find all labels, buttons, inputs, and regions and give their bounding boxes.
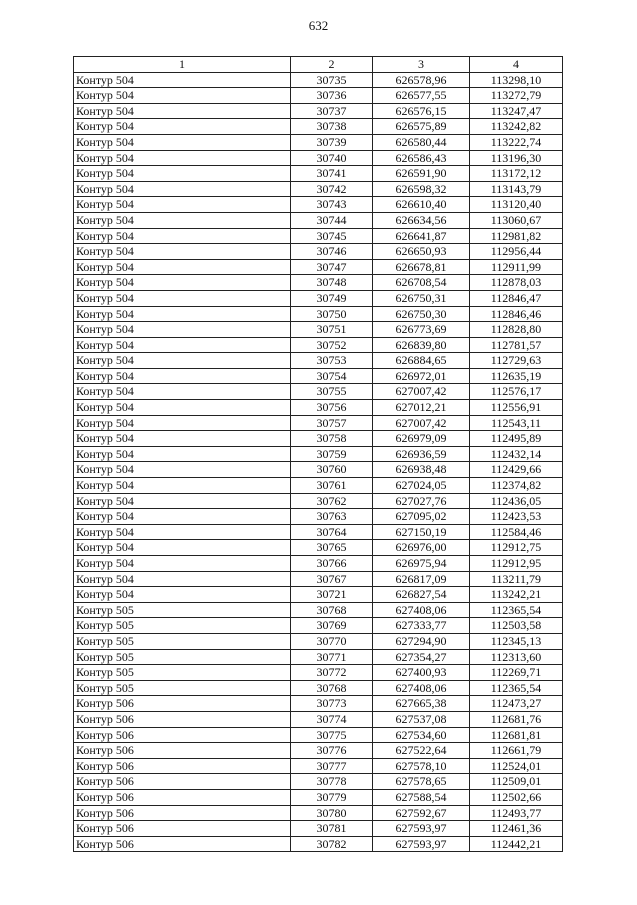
y-coordinate-cell: 112442,21 bbox=[470, 836, 563, 852]
x-coordinate-cell: 626979,09 bbox=[373, 431, 470, 447]
column-header-4: 4 bbox=[470, 57, 563, 73]
x-coordinate-cell: 627593,97 bbox=[373, 821, 470, 837]
point-number-cell: 30754 bbox=[291, 368, 373, 384]
table-row bbox=[74, 290, 563, 306]
point-number-cell: 30763 bbox=[291, 509, 373, 525]
y-coordinate-cell: 113060,67 bbox=[470, 212, 563, 228]
table-row bbox=[74, 322, 563, 338]
point-number-cell: 30751 bbox=[291, 322, 373, 338]
x-coordinate-cell: 626610,40 bbox=[373, 197, 470, 213]
point-number-cell: 30770 bbox=[291, 633, 373, 649]
point-number-cell: 30721 bbox=[291, 587, 373, 603]
table-row bbox=[74, 711, 563, 727]
contour-name-cell: Контур 504 bbox=[74, 244, 291, 260]
table-row bbox=[74, 727, 563, 743]
y-coordinate-cell: 112911,99 bbox=[470, 259, 563, 275]
contour-name-cell: Контур 504 bbox=[74, 119, 291, 135]
x-coordinate-cell: 627294,90 bbox=[373, 633, 470, 649]
y-coordinate-cell: 112524,01 bbox=[470, 758, 563, 774]
point-number-cell: 30743 bbox=[291, 197, 373, 213]
y-coordinate-cell: 112912,95 bbox=[470, 556, 563, 572]
y-coordinate-cell: 113222,74 bbox=[470, 134, 563, 150]
point-number-cell: 30771 bbox=[291, 649, 373, 665]
point-number-cell: 30746 bbox=[291, 244, 373, 260]
x-coordinate-cell: 626750,30 bbox=[373, 306, 470, 322]
point-number-cell: 30748 bbox=[291, 275, 373, 291]
contour-name-cell: Контур 504 bbox=[74, 540, 291, 556]
x-coordinate-cell: 627333,77 bbox=[373, 618, 470, 634]
y-coordinate-cell: 112912,75 bbox=[470, 540, 563, 556]
x-coordinate-cell: 626936,59 bbox=[373, 446, 470, 462]
x-coordinate-cell: 626839,80 bbox=[373, 337, 470, 353]
x-coordinate-cell: 626827,54 bbox=[373, 587, 470, 603]
point-number-cell: 30772 bbox=[291, 665, 373, 681]
contour-name-cell: Контур 506 bbox=[74, 774, 291, 790]
contour-name-cell: Контур 504 bbox=[74, 72, 291, 88]
x-coordinate-cell: 627588,54 bbox=[373, 789, 470, 805]
contour-name-cell: Контур 506 bbox=[74, 836, 291, 852]
point-number-cell: 30760 bbox=[291, 462, 373, 478]
table-row bbox=[74, 384, 563, 400]
table-header-row bbox=[74, 57, 563, 73]
contour-name-cell: Контур 504 bbox=[74, 431, 291, 447]
x-coordinate-cell: 626586,43 bbox=[373, 150, 470, 166]
x-coordinate-cell: 626576,15 bbox=[373, 103, 470, 119]
contour-name-cell: Контур 504 bbox=[74, 306, 291, 322]
point-number-cell: 30755 bbox=[291, 384, 373, 400]
contour-name-cell: Контур 504 bbox=[74, 493, 291, 509]
x-coordinate-cell: 626938,48 bbox=[373, 462, 470, 478]
contour-name-cell: Контур 504 bbox=[74, 275, 291, 291]
point-number-cell: 30740 bbox=[291, 150, 373, 166]
table-row bbox=[74, 166, 563, 182]
page-number: 632 bbox=[308, 18, 329, 33]
y-coordinate-cell: 112473,27 bbox=[470, 696, 563, 712]
point-number-cell: 30757 bbox=[291, 415, 373, 431]
table-row bbox=[74, 134, 563, 150]
y-coordinate-cell: 112635,19 bbox=[470, 368, 563, 384]
y-coordinate-cell: 112681,76 bbox=[470, 711, 563, 727]
x-coordinate-cell: 627027,76 bbox=[373, 493, 470, 509]
point-number-cell: 30737 bbox=[291, 103, 373, 119]
x-coordinate-cell: 626575,89 bbox=[373, 119, 470, 135]
contour-name-cell: Контур 506 bbox=[74, 805, 291, 821]
point-number-cell: 30780 bbox=[291, 805, 373, 821]
point-number-cell: 30765 bbox=[291, 540, 373, 556]
contour-name-cell: Контур 504 bbox=[74, 353, 291, 369]
y-coordinate-cell: 112436,05 bbox=[470, 493, 563, 509]
point-number-cell: 30781 bbox=[291, 821, 373, 837]
x-coordinate-cell: 627400,93 bbox=[373, 665, 470, 681]
table-row bbox=[74, 665, 563, 681]
y-coordinate-cell: 112576,17 bbox=[470, 384, 563, 400]
x-coordinate-cell: 627522,64 bbox=[373, 743, 470, 759]
y-coordinate-cell: 113242,21 bbox=[470, 587, 563, 603]
table-row bbox=[74, 478, 563, 494]
point-number-cell: 30747 bbox=[291, 259, 373, 275]
contour-name-cell: Контур 504 bbox=[74, 212, 291, 228]
x-coordinate-cell: 626577,55 bbox=[373, 88, 470, 104]
table-row bbox=[74, 119, 563, 135]
x-coordinate-cell: 627408,06 bbox=[373, 602, 470, 618]
x-coordinate-cell: 627578,65 bbox=[373, 774, 470, 790]
x-coordinate-cell: 627537,08 bbox=[373, 711, 470, 727]
x-coordinate-cell: 627593,97 bbox=[373, 836, 470, 852]
x-coordinate-cell: 627665,38 bbox=[373, 696, 470, 712]
table-row bbox=[74, 415, 563, 431]
point-number-cell: 30775 bbox=[291, 727, 373, 743]
table-row bbox=[74, 337, 563, 353]
x-coordinate-cell: 626641,87 bbox=[373, 228, 470, 244]
x-coordinate-cell: 626975,94 bbox=[373, 556, 470, 572]
contour-name-cell: Контур 505 bbox=[74, 649, 291, 665]
y-coordinate-cell: 112846,47 bbox=[470, 290, 563, 306]
table-row bbox=[74, 680, 563, 696]
point-number-cell: 30741 bbox=[291, 166, 373, 182]
point-number-cell: 30768 bbox=[291, 602, 373, 618]
x-coordinate-cell: 626773,69 bbox=[373, 322, 470, 338]
point-number-cell: 30758 bbox=[291, 431, 373, 447]
x-coordinate-cell: 627578,10 bbox=[373, 758, 470, 774]
table-body bbox=[74, 72, 563, 852]
table-row bbox=[74, 789, 563, 805]
y-coordinate-cell: 112543,11 bbox=[470, 415, 563, 431]
table-row bbox=[74, 431, 563, 447]
table-row bbox=[74, 88, 563, 104]
x-coordinate-cell: 627007,42 bbox=[373, 415, 470, 431]
point-number-cell: 30782 bbox=[291, 836, 373, 852]
contour-name-cell: Контур 505 bbox=[74, 602, 291, 618]
point-number-cell: 30777 bbox=[291, 758, 373, 774]
contour-name-cell: Контур 504 bbox=[74, 290, 291, 306]
table-row bbox=[74, 509, 563, 525]
point-number-cell: 30768 bbox=[291, 680, 373, 696]
table-row bbox=[74, 150, 563, 166]
point-number-cell: 30744 bbox=[291, 212, 373, 228]
y-coordinate-cell: 112502,66 bbox=[470, 789, 563, 805]
table-row bbox=[74, 836, 563, 852]
table-row bbox=[74, 197, 563, 213]
table-row bbox=[74, 540, 563, 556]
y-coordinate-cell: 112956,44 bbox=[470, 244, 563, 260]
table-row bbox=[74, 524, 563, 540]
x-coordinate-cell: 627354,27 bbox=[373, 649, 470, 665]
contour-name-cell: Контур 505 bbox=[74, 633, 291, 649]
contour-name-cell: Контур 504 bbox=[74, 103, 291, 119]
y-coordinate-cell: 112495,89 bbox=[470, 431, 563, 447]
coordinates-table bbox=[73, 56, 563, 852]
y-coordinate-cell: 112429,66 bbox=[470, 462, 563, 478]
contour-name-cell: Контур 504 bbox=[74, 524, 291, 540]
point-number-cell: 30767 bbox=[291, 571, 373, 587]
y-coordinate-cell: 112461,36 bbox=[470, 821, 563, 837]
contour-name-cell: Контур 504 bbox=[74, 228, 291, 244]
x-coordinate-cell: 626580,44 bbox=[373, 134, 470, 150]
table-row bbox=[74, 587, 563, 603]
contour-name-cell: Контур 504 bbox=[74, 337, 291, 353]
table-row bbox=[74, 571, 563, 587]
table-row bbox=[74, 353, 563, 369]
contour-name-cell: Контур 504 bbox=[74, 400, 291, 416]
point-number-cell: 30738 bbox=[291, 119, 373, 135]
x-coordinate-cell: 626976,00 bbox=[373, 540, 470, 556]
table-row bbox=[74, 821, 563, 837]
point-number-cell: 30739 bbox=[291, 134, 373, 150]
y-coordinate-cell: 113120,40 bbox=[470, 197, 563, 213]
y-coordinate-cell: 113247,47 bbox=[470, 103, 563, 119]
y-coordinate-cell: 112269,71 bbox=[470, 665, 563, 681]
x-coordinate-cell: 627024,05 bbox=[373, 478, 470, 494]
table-row bbox=[74, 275, 563, 291]
point-number-cell: 30736 bbox=[291, 88, 373, 104]
y-coordinate-cell: 112345,13 bbox=[470, 633, 563, 649]
table-row bbox=[74, 228, 563, 244]
table-row bbox=[74, 244, 563, 260]
point-number-cell: 30764 bbox=[291, 524, 373, 540]
contour-name-cell: Контур 504 bbox=[74, 478, 291, 494]
x-coordinate-cell: 626650,93 bbox=[373, 244, 470, 260]
table-row bbox=[74, 259, 563, 275]
point-number-cell: 30735 bbox=[291, 72, 373, 88]
y-coordinate-cell: 112846,46 bbox=[470, 306, 563, 322]
column-header-3: 3 bbox=[373, 57, 470, 73]
contour-name-cell: Контур 504 bbox=[74, 571, 291, 587]
contour-name-cell: Контур 506 bbox=[74, 727, 291, 743]
y-coordinate-cell: 113172,12 bbox=[470, 166, 563, 182]
contour-name-cell: Контур 506 bbox=[74, 696, 291, 712]
point-number-cell: 30745 bbox=[291, 228, 373, 244]
contour-name-cell: Контур 504 bbox=[74, 556, 291, 572]
point-number-cell: 30761 bbox=[291, 478, 373, 494]
point-number-cell: 30753 bbox=[291, 353, 373, 369]
contour-name-cell: Контур 504 bbox=[74, 446, 291, 462]
y-coordinate-cell: 112781,57 bbox=[470, 337, 563, 353]
contour-name-cell: Контур 506 bbox=[74, 758, 291, 774]
x-coordinate-cell: 626634,56 bbox=[373, 212, 470, 228]
table-row bbox=[74, 805, 563, 821]
table-row bbox=[74, 618, 563, 634]
x-coordinate-cell: 626972,01 bbox=[373, 368, 470, 384]
y-coordinate-cell: 112374,82 bbox=[470, 478, 563, 494]
y-coordinate-cell: 112681,81 bbox=[470, 727, 563, 743]
table-row bbox=[74, 758, 563, 774]
table-row bbox=[74, 602, 563, 618]
table-row bbox=[74, 446, 563, 462]
table-row bbox=[74, 649, 563, 665]
contour-name-cell: Контур 505 bbox=[74, 680, 291, 696]
contour-name-cell: Контур 506 bbox=[74, 711, 291, 727]
point-number-cell: 30774 bbox=[291, 711, 373, 727]
y-coordinate-cell: 113143,79 bbox=[470, 181, 563, 197]
y-coordinate-cell: 112729,63 bbox=[470, 353, 563, 369]
x-coordinate-cell: 626598,32 bbox=[373, 181, 470, 197]
point-number-cell: 30749 bbox=[291, 290, 373, 306]
point-number-cell: 30776 bbox=[291, 743, 373, 759]
y-coordinate-cell: 112313,60 bbox=[470, 649, 563, 665]
point-number-cell: 30750 bbox=[291, 306, 373, 322]
table-row bbox=[74, 633, 563, 649]
contour-name-cell: Контур 504 bbox=[74, 134, 291, 150]
contour-name-cell: Контур 504 bbox=[74, 166, 291, 182]
x-coordinate-cell: 627007,42 bbox=[373, 384, 470, 400]
contour-name-cell: Контур 504 bbox=[74, 259, 291, 275]
table-row bbox=[74, 462, 563, 478]
y-coordinate-cell: 113211,79 bbox=[470, 571, 563, 587]
contour-name-cell: Контур 504 bbox=[74, 181, 291, 197]
y-coordinate-cell: 112432,14 bbox=[470, 446, 563, 462]
y-coordinate-cell: 113196,30 bbox=[470, 150, 563, 166]
y-coordinate-cell: 113298,10 bbox=[470, 72, 563, 88]
column-header-2: 2 bbox=[291, 57, 373, 73]
contour-name-cell: Контур 504 bbox=[74, 322, 291, 338]
point-number-cell: 30773 bbox=[291, 696, 373, 712]
point-number-cell: 30762 bbox=[291, 493, 373, 509]
x-coordinate-cell: 627150,19 bbox=[373, 524, 470, 540]
x-coordinate-cell: 626817,09 bbox=[373, 571, 470, 587]
point-number-cell: 30742 bbox=[291, 181, 373, 197]
point-number-cell: 30779 bbox=[291, 789, 373, 805]
table-row bbox=[74, 556, 563, 572]
x-coordinate-cell: 626678,81 bbox=[373, 259, 470, 275]
point-number-cell: 30769 bbox=[291, 618, 373, 634]
table-row bbox=[74, 181, 563, 197]
y-coordinate-cell: 112365,54 bbox=[470, 602, 563, 618]
contour-name-cell: Контур 504 bbox=[74, 150, 291, 166]
point-number-cell: 30759 bbox=[291, 446, 373, 462]
table-row bbox=[74, 212, 563, 228]
x-coordinate-cell: 626591,90 bbox=[373, 166, 470, 182]
point-number-cell: 30756 bbox=[291, 400, 373, 416]
contour-name-cell: Контур 504 bbox=[74, 462, 291, 478]
x-coordinate-cell: 627095,02 bbox=[373, 509, 470, 525]
contour-name-cell: Контур 504 bbox=[74, 368, 291, 384]
y-coordinate-cell: 112878,03 bbox=[470, 275, 563, 291]
y-coordinate-cell: 112503,58 bbox=[470, 618, 563, 634]
y-coordinate-cell: 113272,79 bbox=[470, 88, 563, 104]
x-coordinate-cell: 626884,65 bbox=[373, 353, 470, 369]
table-row bbox=[74, 368, 563, 384]
table-row bbox=[74, 306, 563, 322]
contour-name-cell: Контур 506 bbox=[74, 789, 291, 805]
y-coordinate-cell: 112981,82 bbox=[470, 228, 563, 244]
y-coordinate-cell: 112661,79 bbox=[470, 743, 563, 759]
table-row bbox=[74, 400, 563, 416]
x-coordinate-cell: 626578,96 bbox=[373, 72, 470, 88]
contour-name-cell: Контур 504 bbox=[74, 384, 291, 400]
table-row bbox=[74, 743, 563, 759]
contour-name-cell: Контур 505 bbox=[74, 618, 291, 634]
contour-name-cell: Контур 504 bbox=[74, 415, 291, 431]
y-coordinate-cell: 112493,77 bbox=[470, 805, 563, 821]
contour-name-cell: Контур 504 bbox=[74, 197, 291, 213]
table-row bbox=[74, 72, 563, 88]
y-coordinate-cell: 112584,46 bbox=[470, 524, 563, 540]
point-number-cell: 30778 bbox=[291, 774, 373, 790]
x-coordinate-cell: 627012,21 bbox=[373, 400, 470, 416]
y-coordinate-cell: 112556,91 bbox=[470, 400, 563, 416]
column-header-1: 1 bbox=[74, 57, 291, 73]
contour-name-cell: Контур 504 bbox=[74, 587, 291, 603]
table-row bbox=[74, 103, 563, 119]
y-coordinate-cell: 112365,54 bbox=[470, 680, 563, 696]
contour-name-cell: Контур 506 bbox=[74, 821, 291, 837]
point-number-cell: 30752 bbox=[291, 337, 373, 353]
contour-name-cell: Контур 504 bbox=[74, 88, 291, 104]
table-row bbox=[74, 696, 563, 712]
x-coordinate-cell: 627534,60 bbox=[373, 727, 470, 743]
contour-name-cell: Контур 506 bbox=[74, 743, 291, 759]
x-coordinate-cell: 626708,54 bbox=[373, 275, 470, 291]
y-coordinate-cell: 112828,80 bbox=[470, 322, 563, 338]
y-coordinate-cell: 112423,53 bbox=[470, 509, 563, 525]
table-row bbox=[74, 774, 563, 790]
x-coordinate-cell: 627592,67 bbox=[373, 805, 470, 821]
point-number-cell: 30766 bbox=[291, 556, 373, 572]
y-coordinate-cell: 113242,82 bbox=[470, 119, 563, 135]
contour-name-cell: Контур 504 bbox=[74, 509, 291, 525]
x-coordinate-cell: 627408,06 bbox=[373, 680, 470, 696]
contour-name-cell: Контур 505 bbox=[74, 665, 291, 681]
table-row bbox=[74, 493, 563, 509]
x-coordinate-cell: 626750,31 bbox=[373, 290, 470, 306]
y-coordinate-cell: 112509,01 bbox=[470, 774, 563, 790]
